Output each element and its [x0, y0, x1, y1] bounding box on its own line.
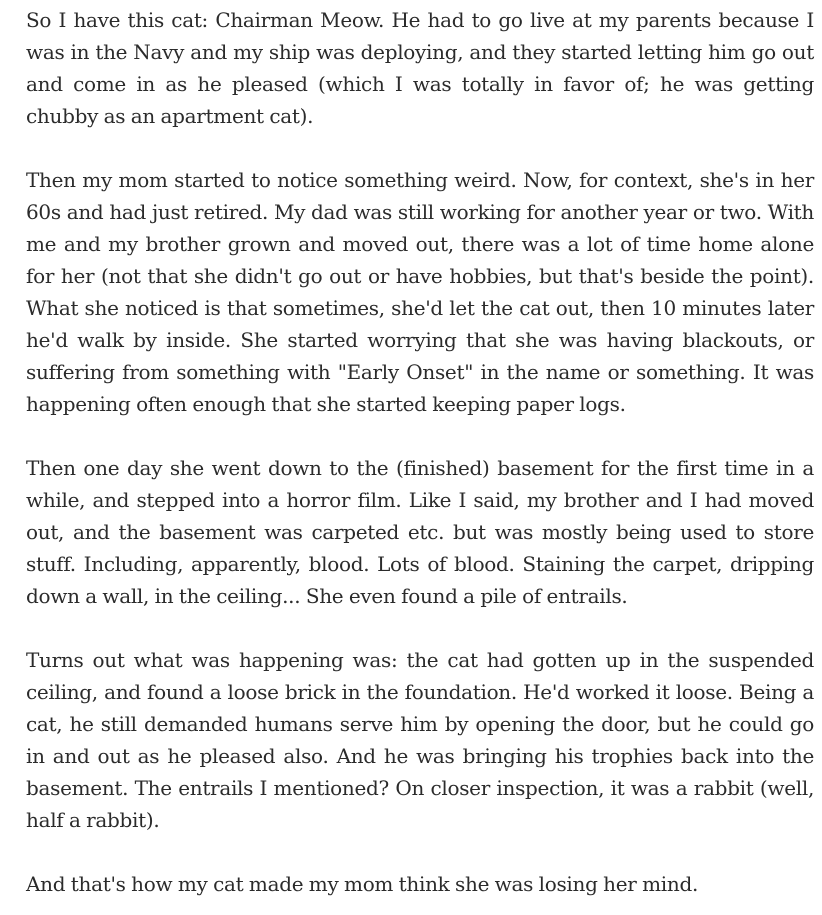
- paragraph-1: So I have this cat: Chairman Meow. He had to go live at my parents because I was in the Navy and my ship was deploying, and they started letting him go out and come in as he pleased (which I was totally in favor of; he was getting chubby as an apartment cat).: [26, 8, 814, 128]
- paragraph-5: And that's how my cat made my mom think she was losing her mind.: [26, 872, 699, 896]
- paragraph-3: Then one day she went down to the (finished) basement for the first time in a while, and stepped into a horror film. Like I said, my brother and I had moved out, and the basement was carpeted etc. but was mostly being used to store stuff. Including, apparently, blood. Lots of blood. Staining the carpet, dripping down a wall, in the ceiling... She even found a pile of entrails.: [26, 456, 814, 608]
- paragraph-2: Then my mom started to notice something weird. Now, for context, she's in her 60s and had just retired. My dad was still working for another year or two. With me and my brother grown and moved out, there was a lot of time home alone for her (not that she didn't go out or have hobbies, but that's beside the point). What she noticed is that sometimes, she'd let the cat out, then 10 minutes later he'd walk by inside. She started worrying that she was having blackouts, or suffering from something with "Early Onset" in the name or something. It was happening often enough that she started keeping paper logs.: [26, 168, 814, 416]
- paragraph-4: Turns out what was happening was: the cat had gotten up in the suspended ceiling, and found a loose brick in the foundation. He'd worked it loose. Being a cat, he still demanded humans serve him by opening the door, but he could go in and out as he pleased also. And he was bringing his trophies back into the basement. The entrails I mentioned? On closer inspection, it was a rabbit (well, half a rabbit).: [26, 648, 814, 832]
- story-text: [26, 4, 814, 900]
